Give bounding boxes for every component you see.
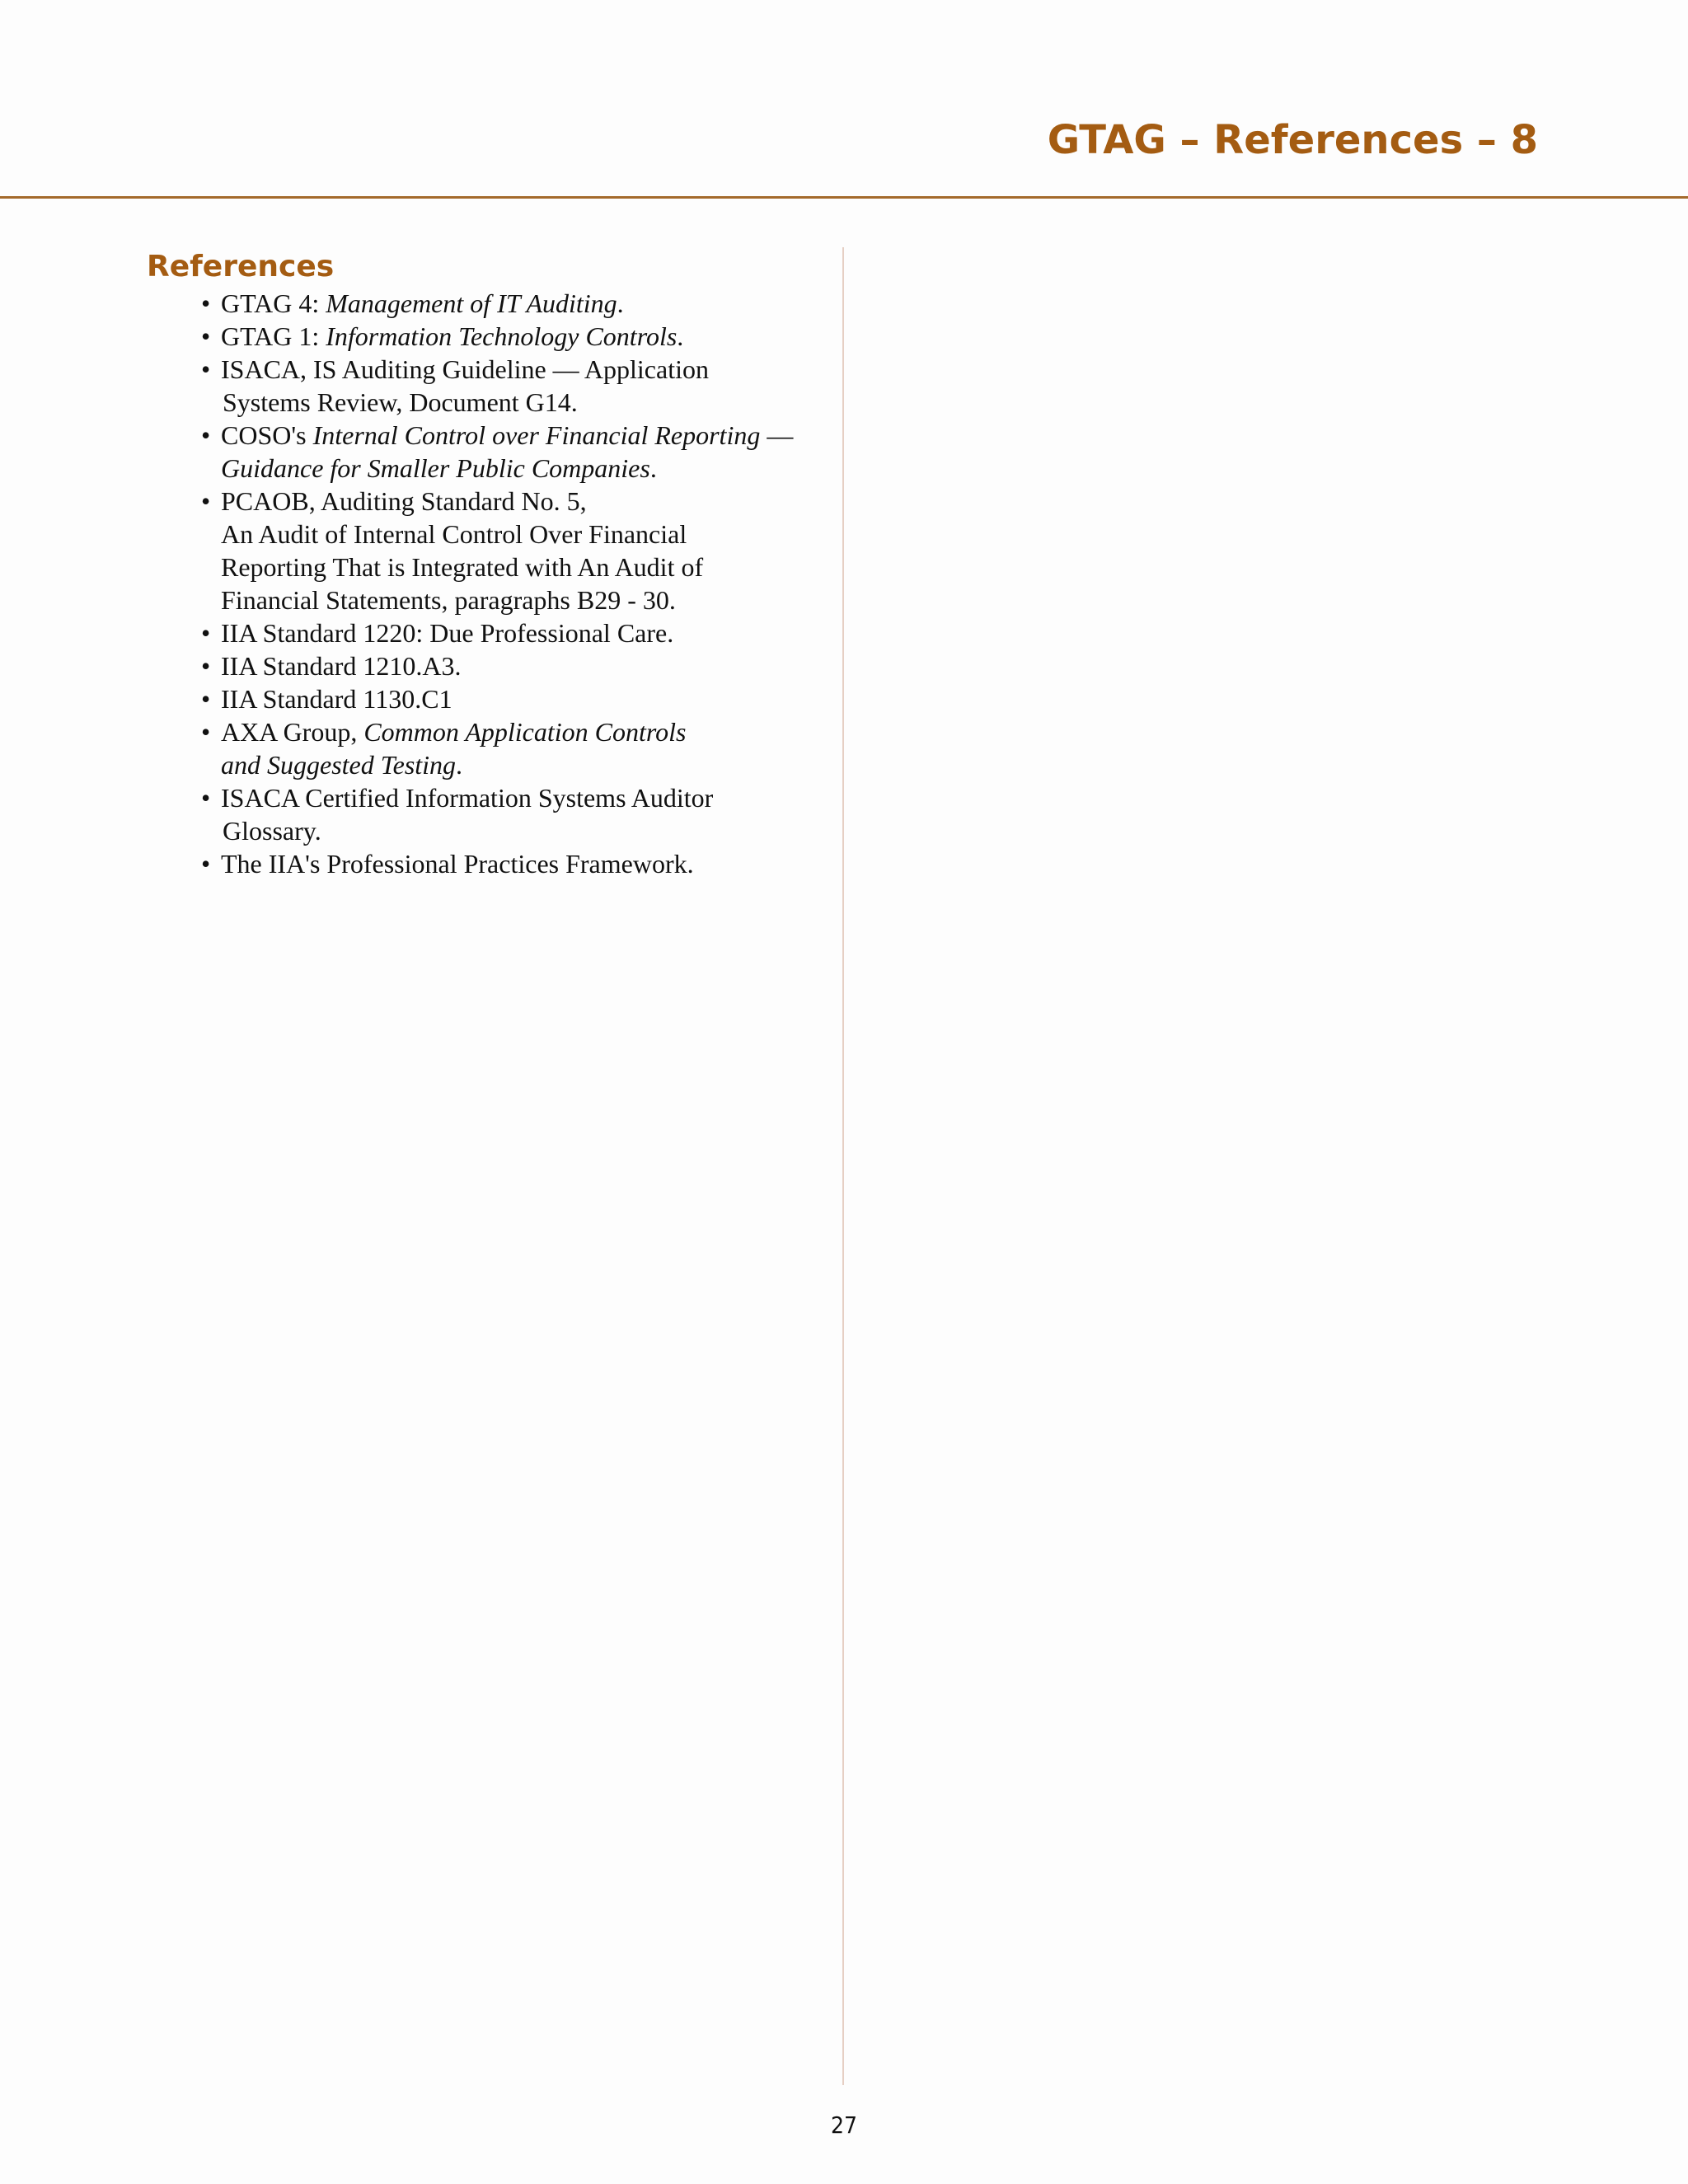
reference-text: Financial Statements, paragraphs B29 - 30. [221, 585, 676, 615]
reference-text: ISACA Certified Information Systems Auditor [221, 783, 714, 813]
reference-title: Information Technology Controls [326, 321, 678, 351]
bullet-icon: • [201, 651, 211, 681]
reference-item [201, 781, 828, 847]
reference-item [201, 320, 828, 353]
bullet-icon: • [201, 354, 211, 384]
column-divider [842, 247, 844, 2085]
reference-text: — [760, 420, 794, 450]
bullet-icon: • [201, 288, 211, 318]
reference-item [201, 616, 828, 649]
reference-text: IIA Standard 1210.A3. [221, 651, 462, 681]
reference-text: The IIA's Professional Practices Framework. [221, 849, 694, 879]
page-number: 27 [830, 2111, 858, 2139]
reference-text: Systems Review, Document G14. [223, 387, 578, 417]
references-list [201, 287, 828, 880]
bullet-icon: • [201, 618, 211, 648]
reference-text: PCAOB, Auditing Standard No. 5, [221, 486, 587, 516]
reference-text: Glossary. [223, 816, 321, 846]
bullet-icon: • [201, 849, 211, 879]
reference-item [201, 715, 828, 781]
bullet-icon: • [201, 717, 211, 747]
reference-punctuation: . [649, 453, 657, 483]
reference-item [201, 287, 828, 320]
reference-text: IIA Standard 1220: Due Professional Care. [221, 618, 674, 648]
reference-text: GTAG 4: [221, 288, 326, 318]
reference-title: Common Application Controls [363, 717, 687, 747]
reference-item [201, 485, 828, 616]
reference-item [201, 847, 828, 880]
page-header-title: GTAG – References – 8 [1047, 117, 1538, 163]
reference-title: and Suggested Testing [221, 750, 457, 780]
bullet-icon: • [201, 486, 211, 516]
bullet-icon: • [201, 684, 211, 714]
reference-text: AXA Group, [221, 717, 364, 747]
section-heading: References [147, 250, 335, 284]
reference-item [201, 682, 828, 715]
reference-item [201, 353, 828, 419]
reference-text: IIA Standard 1130.C1 [221, 684, 452, 714]
reference-text: COSO's [221, 420, 313, 450]
reference-item [201, 649, 828, 682]
bullet-icon: • [201, 420, 211, 450]
reference-text: An Audit of Internal Control Over Financial [221, 519, 687, 549]
reference-text: ISACA, IS Auditing Guideline — Application [221, 354, 709, 384]
header-rule [0, 196, 1688, 199]
bullet-icon: • [201, 783, 211, 813]
reference-title: Guidance for Smaller Public Companies [221, 453, 650, 483]
reference-title: Internal Control over Financial Reporting [312, 420, 761, 450]
reference-text: GTAG 1: [221, 321, 326, 351]
reference-punctuation: . [617, 288, 624, 318]
reference-punctuation: . [677, 321, 684, 351]
reference-item [201, 419, 828, 485]
reference-punctuation: . [456, 750, 463, 780]
reference-title: Management of IT Auditing [326, 288, 617, 318]
bullet-icon: • [201, 321, 211, 351]
reference-text: Reporting That is Integrated with An Audit of [221, 552, 704, 582]
